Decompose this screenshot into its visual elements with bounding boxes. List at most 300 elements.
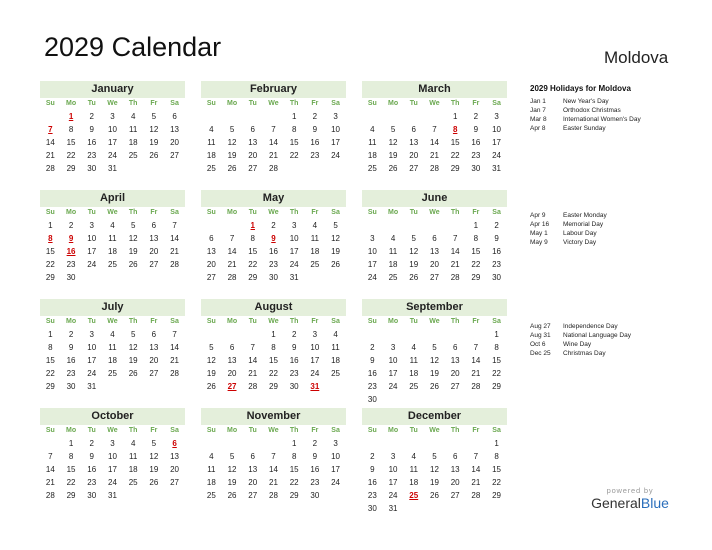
day-cell: 19 — [227, 151, 237, 160]
day-cell: 29 — [492, 491, 502, 500]
holiday-date: Apr 8 — [530, 125, 546, 132]
day-cell: 23 — [66, 260, 76, 269]
weekday-label: Fr — [150, 318, 158, 325]
weekday-label: Su — [367, 100, 377, 107]
day-cell: 20 — [248, 151, 258, 160]
day-cell: 23 — [87, 478, 97, 487]
day-cell: 9 — [370, 465, 375, 474]
day-cell: 1 — [48, 221, 53, 230]
day-cell: 2 — [68, 330, 74, 339]
month-march — [362, 81, 507, 175]
day-cell: 17 — [492, 138, 502, 147]
day-cell: 16 — [289, 356, 299, 365]
empty-day-cell — [424, 328, 445, 341]
month-november — [201, 408, 346, 502]
day-cell: 14 — [269, 465, 278, 474]
month-header: April — [40, 190, 185, 207]
holiday-row — [530, 340, 700, 349]
day-cell: 22 — [45, 260, 55, 269]
page-title: 2029 Calendar — [44, 32, 222, 62]
day-cell: 1 — [452, 112, 458, 121]
day-cell: 8 — [291, 125, 297, 134]
day-cell: 30 — [289, 382, 299, 391]
holiday-date: May 1 — [530, 230, 548, 237]
day-cell: 26 — [430, 382, 439, 391]
weekday-label: Th — [289, 209, 299, 216]
weekday-label: Su — [45, 318, 55, 325]
day-cell: 13 — [170, 452, 180, 461]
day-cell: 18 — [108, 356, 117, 365]
day-cell: 8 — [250, 234, 255, 243]
day-cell: 17 — [289, 247, 299, 256]
day-cell: 28 — [170, 260, 180, 269]
day-cell: 21 — [170, 247, 180, 256]
day-cell: 23 — [471, 151, 481, 160]
day-cell: 10 — [331, 125, 341, 134]
weekday-label: Fr — [472, 209, 480, 216]
day-cell: 9 — [494, 234, 499, 243]
weekday-label: Th — [289, 100, 299, 107]
holiday-row — [530, 229, 700, 238]
empty-day-cell — [222, 328, 243, 341]
day-cell: 9 — [312, 452, 318, 461]
day-cell: 7 — [48, 452, 53, 461]
day-cell: 3 — [110, 439, 115, 448]
weekday-label: Th — [128, 209, 138, 216]
day-cell: 24 — [331, 151, 341, 160]
weekday-label: Tu — [409, 209, 418, 216]
day-cell: 29 — [45, 273, 55, 282]
holiday-date: Jan 1 — [530, 98, 546, 105]
day-cell: 19 — [128, 247, 138, 256]
day-cell: 3 — [291, 221, 297, 230]
day-cell: 20 — [227, 369, 237, 378]
day-cell: 10 — [87, 343, 97, 352]
empty-day-cell — [242, 437, 263, 450]
month-header: August — [201, 299, 346, 316]
holiday-date: Aug 27 — [530, 323, 551, 330]
empty-day-cell — [403, 437, 424, 450]
day-cell: 24 — [108, 478, 117, 487]
day-cell: 2 — [312, 439, 318, 448]
day-cell: 21 — [471, 478, 481, 487]
day-cell: 22 — [269, 369, 278, 378]
day-cell: 6 — [250, 125, 255, 134]
day-cell: 28 — [170, 369, 180, 378]
empty-day-cell — [403, 110, 424, 123]
day-cell: 3 — [370, 234, 375, 243]
day-cell: 12 — [388, 138, 398, 147]
month-header: January — [40, 81, 185, 98]
weekday-label: Fr — [472, 318, 480, 325]
day-cell: 2 — [89, 439, 94, 448]
empty-day-cell — [466, 437, 487, 450]
weekday-label: Sa — [331, 318, 340, 325]
powered-by-text: powered by — [606, 486, 654, 495]
weekday-label: Mo — [66, 100, 77, 107]
day-cell: 8 — [473, 234, 479, 243]
day-cell: 5 — [411, 234, 416, 243]
day-cell: 13 — [170, 125, 180, 134]
day-cell: 4 — [390, 234, 396, 243]
day-cell: 30 — [87, 164, 97, 173]
day-cell: 4 — [312, 221, 318, 230]
empty-day-cell — [362, 219, 383, 232]
day-cell: 20 — [450, 478, 460, 487]
day-cell: 21 — [248, 369, 258, 378]
weekday-label: Tu — [248, 100, 257, 107]
holiday-name: Wine Day — [563, 341, 592, 348]
day-cell: 8 — [271, 343, 276, 352]
empty-day-cell — [222, 437, 243, 450]
holiday-row — [530, 211, 700, 220]
day-cell: 13 — [206, 247, 216, 256]
day-cell: 2 — [312, 112, 318, 121]
day-cell: 11 — [207, 138, 216, 147]
day-cell: 30 — [66, 273, 76, 282]
day-cell: 23 — [289, 369, 299, 378]
holiday-date: Oct 6 — [530, 341, 546, 348]
day-cell: 11 — [129, 125, 138, 134]
empty-day-cell — [383, 437, 404, 450]
day-cell: 26 — [227, 491, 237, 500]
day-cell: 30 — [367, 504, 377, 513]
month-days-grid — [362, 316, 507, 406]
weekday-label: Fr — [472, 100, 480, 107]
day-cell: 6 — [209, 234, 214, 243]
day-cell: 26 — [149, 478, 159, 487]
day-cell: 24 — [87, 369, 97, 378]
weekday-label: Tu — [87, 100, 96, 107]
holiday-name: Easter Monday — [563, 212, 607, 219]
day-cell: 3 — [312, 330, 318, 339]
day-cell: 25 — [388, 273, 398, 282]
weekday-label: Mo — [388, 209, 399, 216]
holiday-name: International Women's Day — [563, 116, 641, 123]
day-cell: 13 — [248, 465, 258, 474]
day-cell: 12 — [331, 234, 341, 243]
day-cell: 25 — [367, 164, 377, 173]
holiday-row — [530, 220, 700, 229]
day-cell: 31 — [108, 164, 117, 173]
day-cell: 15 — [269, 356, 278, 365]
weekday-label: Th — [289, 427, 299, 434]
day-cell: 17 — [87, 247, 97, 256]
day-cell: 7 — [172, 221, 177, 230]
day-cell: 21 — [269, 151, 278, 160]
empty-day-cell — [445, 328, 466, 341]
country-name: Moldova — [604, 48, 669, 67]
weekday-label: Th — [450, 318, 460, 325]
day-cell: 13 — [450, 356, 460, 365]
day-cell: 1 — [494, 439, 499, 448]
day-cell: 8 — [68, 452, 74, 461]
holiday-day-cell: 25 — [409, 491, 419, 500]
day-cell: 13 — [227, 356, 237, 365]
day-cell: 31 — [289, 273, 299, 282]
day-cell: 6 — [452, 452, 458, 461]
weekday-label: Su — [45, 209, 55, 216]
day-cell: 24 — [367, 273, 377, 282]
day-cell: 22 — [66, 478, 76, 487]
day-cell: 18 — [388, 260, 398, 269]
day-cell: 7 — [172, 330, 177, 339]
holiday-date: Dec 25 — [530, 350, 551, 357]
weekday-label: Fr — [472, 427, 480, 434]
day-cell: 11 — [368, 138, 377, 147]
day-cell: 5 — [390, 125, 396, 134]
day-cell: 24 — [492, 151, 502, 160]
day-cell: 9 — [89, 452, 94, 461]
weekday-label: Su — [367, 427, 377, 434]
day-cell: 13 — [149, 234, 159, 243]
day-cell: 2 — [291, 330, 297, 339]
holiday-day-cell: 9 — [68, 234, 74, 243]
weekday-label: Th — [450, 100, 460, 107]
day-cell: 16 — [66, 356, 76, 365]
brand-name-blue: Blue — [640, 495, 669, 511]
day-cell: 15 — [492, 465, 502, 474]
day-cell: 6 — [452, 343, 458, 352]
weekday-label: Sa — [492, 100, 501, 107]
day-cell: 19 — [128, 356, 138, 365]
weekday-label: Mo — [66, 209, 77, 216]
empty-day-cell — [201, 219, 222, 232]
day-cell: 7 — [229, 234, 235, 243]
holiday-day-cell: 9 — [271, 234, 276, 243]
day-cell: 24 — [310, 369, 320, 378]
weekday-label: Fr — [311, 427, 319, 434]
day-cell: 3 — [390, 452, 396, 461]
day-cell: 11 — [108, 343, 117, 352]
holiday-name: Labour Day — [563, 230, 597, 237]
month-header: March — [362, 81, 507, 98]
month-december — [362, 408, 507, 515]
day-cell: 27 — [170, 151, 180, 160]
day-cell: 3 — [333, 112, 338, 121]
weekday-label: We — [268, 100, 279, 107]
day-cell: 15 — [471, 247, 481, 256]
day-cell: 17 — [367, 260, 377, 269]
day-cell: 24 — [388, 382, 398, 391]
weekday-label: Sa — [492, 209, 501, 216]
weekday-label: We — [429, 318, 440, 325]
day-cell: 20 — [409, 151, 419, 160]
holiday-day-cell: 1 — [68, 112, 74, 121]
day-cell: 17 — [331, 138, 341, 147]
day-cell: 27 — [206, 273, 216, 282]
day-cell: 3 — [390, 343, 396, 352]
holiday-day-cell: 1 — [250, 221, 255, 230]
holiday-name: National Language Day — [563, 332, 631, 339]
day-cell: 30 — [471, 164, 481, 173]
day-cell: 24 — [388, 491, 398, 500]
day-cell: 23 — [87, 151, 97, 160]
day-cell: 6 — [151, 221, 157, 230]
day-cell: 10 — [108, 125, 117, 134]
holiday-day-cell: 8 — [452, 125, 458, 134]
day-cell: 25 — [409, 382, 419, 391]
day-cell: 1 — [291, 439, 297, 448]
day-cell: 28 — [430, 164, 439, 173]
day-cell: 2 — [68, 221, 74, 230]
day-cell: 13 — [149, 343, 159, 352]
holiday-day-cell: 31 — [310, 382, 320, 391]
month-header: June — [362, 190, 507, 207]
empty-day-cell — [362, 437, 383, 450]
day-cell: 8 — [494, 343, 499, 352]
holiday-name: Orthodox Christmas — [563, 107, 621, 114]
day-cell: 19 — [430, 478, 439, 487]
empty-day-cell — [403, 219, 424, 232]
day-cell: 10 — [388, 465, 398, 474]
day-cell: 30 — [367, 395, 377, 404]
weekday-label: Su — [206, 209, 216, 216]
empty-day-cell — [222, 110, 243, 123]
weekday-label: Tu — [87, 209, 96, 216]
day-cell: 6 — [172, 112, 177, 121]
day-cell: 23 — [269, 260, 278, 269]
day-cell: 14 — [471, 356, 481, 365]
weekday-label: Sa — [170, 100, 179, 107]
day-cell: 14 — [471, 465, 481, 474]
day-cell: 3 — [89, 221, 94, 230]
day-cell: 27 — [248, 164, 258, 173]
day-cell: 20 — [149, 247, 159, 256]
day-cell: 29 — [289, 491, 299, 500]
day-cell: 2 — [370, 343, 375, 352]
day-cell: 27 — [248, 491, 258, 500]
day-cell: 28 — [269, 164, 278, 173]
weekday-label: Su — [367, 318, 377, 325]
day-cell: 12 — [227, 465, 237, 474]
day-cell: 20 — [206, 260, 216, 269]
month-june — [362, 190, 507, 284]
weekday-label: Th — [289, 318, 299, 325]
day-cell: 21 — [430, 151, 439, 160]
day-cell: 5 — [333, 221, 338, 230]
weekday-label: Th — [450, 209, 460, 216]
day-cell: 7 — [473, 343, 479, 352]
day-cell: 7 — [473, 452, 479, 461]
month-header: December — [362, 408, 507, 425]
empty-day-cell — [201, 328, 222, 341]
day-cell: 21 — [45, 151, 55, 160]
day-cell: 6 — [229, 343, 235, 352]
weekday-label: We — [429, 427, 440, 434]
day-cell: 21 — [450, 260, 460, 269]
day-cell: 31 — [492, 164, 502, 173]
day-cell: 5 — [151, 439, 157, 448]
weekday-label: Su — [206, 100, 216, 107]
day-cell: 22 — [492, 478, 502, 487]
day-cell: 1 — [291, 112, 297, 121]
day-cell: 17 — [388, 369, 398, 378]
day-cell: 26 — [227, 164, 237, 173]
holiday-row — [530, 238, 700, 247]
holiday-day-cell: 8 — [48, 234, 53, 243]
day-cell: 15 — [289, 465, 299, 474]
day-cell: 12 — [128, 343, 138, 352]
empty-day-cell — [424, 437, 445, 450]
day-cell: 2 — [271, 221, 276, 230]
holiday-row — [530, 331, 700, 340]
empty-day-cell — [445, 437, 466, 450]
day-cell: 6 — [432, 234, 437, 243]
weekday-label: Th — [128, 318, 138, 325]
day-cell: 3 — [110, 112, 115, 121]
day-cell: 28 — [45, 491, 55, 500]
day-cell: 18 — [206, 478, 216, 487]
day-cell: 9 — [291, 343, 297, 352]
day-cell: 22 — [471, 260, 481, 269]
day-cell: 4 — [110, 221, 115, 230]
day-cell: 15 — [450, 138, 460, 147]
day-cell: 27 — [450, 491, 460, 500]
weekday-label: Sa — [492, 318, 501, 325]
day-cell: 19 — [149, 465, 159, 474]
day-cell: 21 — [471, 369, 481, 378]
day-cell: 25 — [331, 369, 341, 378]
month-header: November — [201, 408, 346, 425]
month-header: July — [40, 299, 185, 316]
day-cell: 4 — [370, 125, 375, 134]
holiday-name: Easter Sunday — [563, 125, 606, 132]
day-cell: 27 — [430, 273, 439, 282]
day-cell: 23 — [66, 369, 76, 378]
day-cell: 20 — [170, 138, 180, 147]
day-cell: 26 — [409, 273, 419, 282]
day-cell: 15 — [248, 247, 258, 256]
holiday-row — [530, 97, 700, 106]
day-cell: 10 — [310, 343, 320, 352]
day-cell: 24 — [331, 478, 341, 487]
day-cell: 15 — [66, 465, 76, 474]
day-cell: 18 — [367, 151, 377, 160]
day-cell: 25 — [128, 151, 138, 160]
day-cell: 19 — [331, 247, 341, 256]
day-cell: 18 — [310, 247, 320, 256]
weekday-label: Su — [367, 209, 377, 216]
day-cell: 10 — [367, 247, 377, 256]
day-cell: 9 — [68, 343, 74, 352]
day-cell: 11 — [108, 234, 117, 243]
holiday-date: Jan 7 — [530, 107, 546, 114]
weekday-label: Mo — [227, 100, 238, 107]
day-cell: 17 — [331, 465, 341, 474]
empty-day-cell — [383, 328, 404, 341]
empty-day-cell — [201, 110, 222, 123]
weekday-label: Sa — [331, 427, 340, 434]
day-cell: 17 — [310, 356, 320, 365]
weekday-label: Tu — [248, 427, 257, 434]
day-cell: 18 — [128, 465, 138, 474]
day-cell: 8 — [68, 125, 74, 134]
day-cell: 6 — [411, 125, 416, 134]
holiday-row — [530, 115, 700, 124]
weekday-label: We — [107, 100, 118, 107]
day-cell: 12 — [430, 465, 439, 474]
empty-day-cell — [242, 328, 263, 341]
day-cell: 15 — [289, 138, 299, 147]
day-cell: 5 — [130, 221, 136, 230]
day-cell: 16 — [310, 138, 320, 147]
day-cell: 11 — [129, 452, 138, 461]
holiday-date: Aug 31 — [530, 332, 551, 339]
day-cell: 5 — [130, 330, 136, 339]
weekday-label: We — [429, 209, 440, 216]
holiday-name: Independence Day — [563, 323, 618, 330]
